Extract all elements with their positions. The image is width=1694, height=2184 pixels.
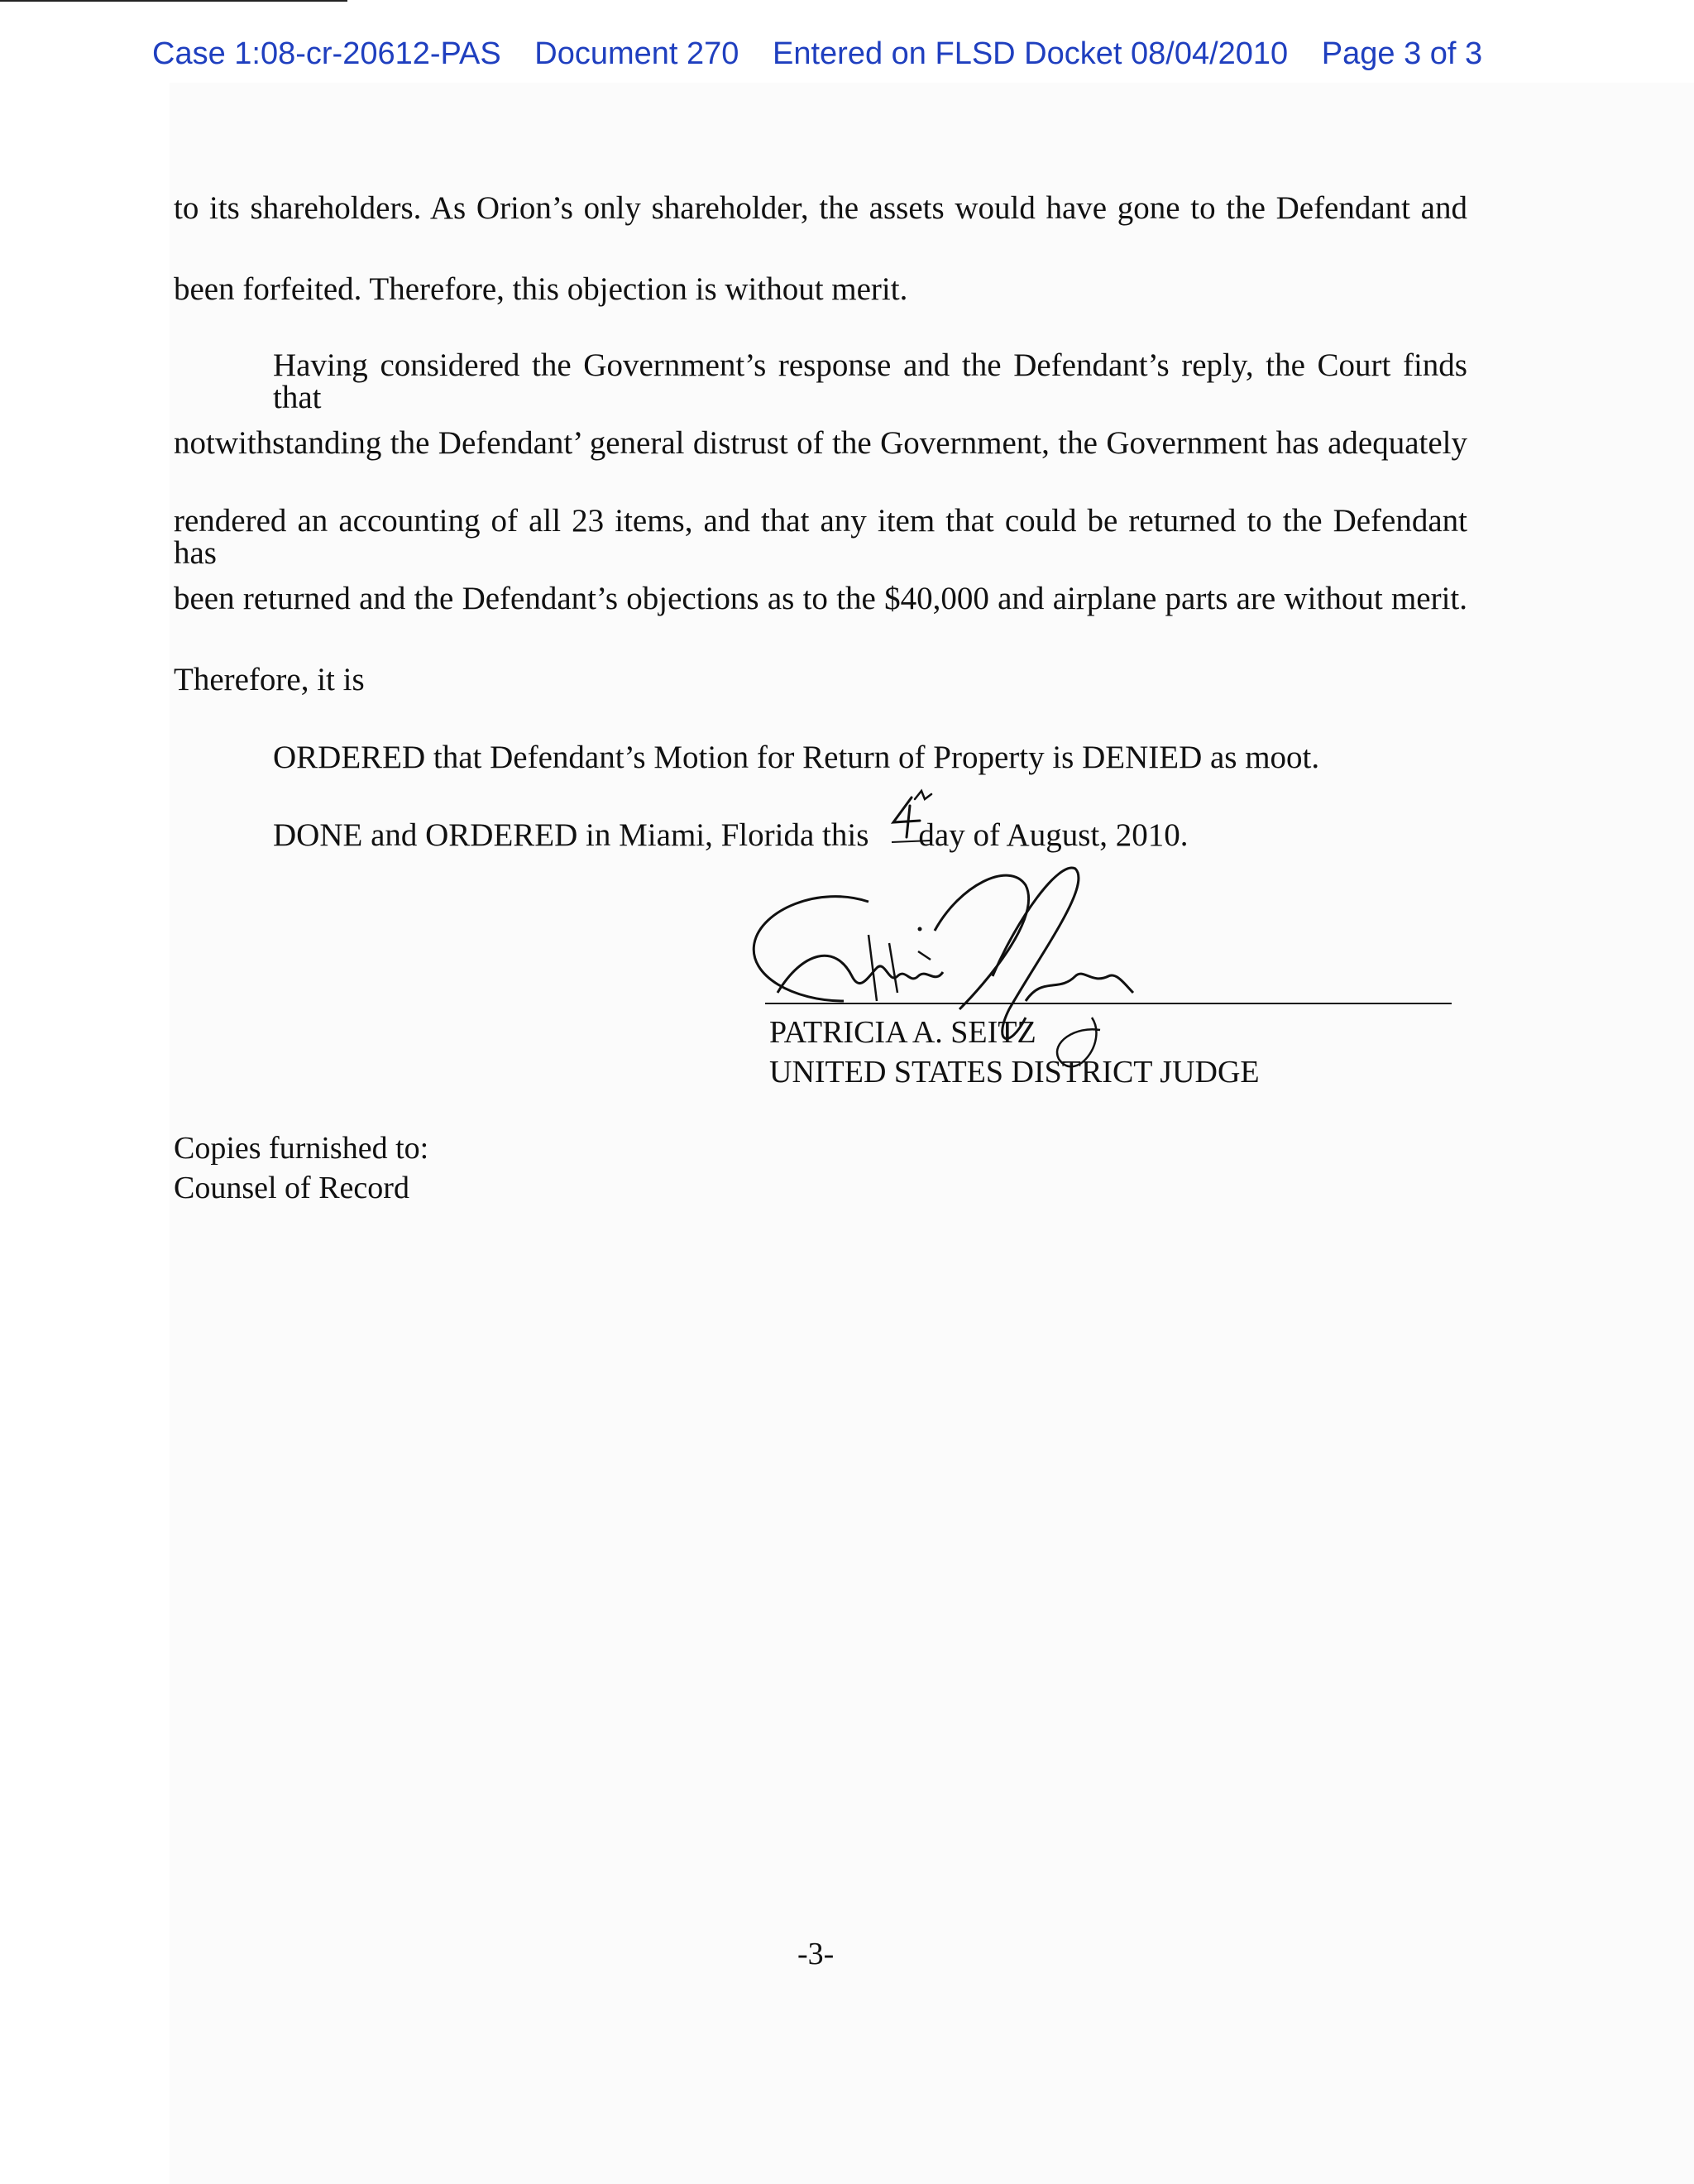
body-line-6: been returned and the Defendant’s objections as to the $40,000 and airplane parts are without merit. <box>174 581 1467 616</box>
page-number: -3- <box>797 1937 835 1971</box>
handwritten-day <box>887 788 936 845</box>
copies-line-1: Copies furnished to: <box>174 1131 429 1166</box>
header-entered-date: Entered on FLSD Docket 08/04/2010 <box>773 36 1289 71</box>
header-document-number: Document 270 <box>534 36 739 71</box>
signature-line <box>765 1003 1452 1004</box>
done-suffix: day of August, 2010. <box>918 817 1189 853</box>
body-line-7: Therefore, it is <box>174 662 365 697</box>
body-line-1: to its shareholders. As Orion’s only shareholder, the assets would have gone to the Defendant and <box>174 190 1467 226</box>
header-case-number: Case 1:08-cr-20612-PAS <box>152 36 501 71</box>
body-line-5: rendered an accounting of all 23 items, and that any item that could be returned to the Defendant has <box>174 503 1467 571</box>
copies-furnished <box>174 1128 428 1208</box>
judge-title: UNITED STATES DISTRICT JUDGE <box>769 1055 1260 1090</box>
header-page-count: Page 3 of 3 <box>1321 36 1483 71</box>
ordered-paragraph: ORDERED that Defendant’s Motion for Return of Property is DENIED as moot. <box>273 740 1320 775</box>
judge-name: PATRICIA A. SEITZ <box>769 1015 1036 1050</box>
top-rule <box>0 0 347 2</box>
done-and-ordered-line <box>273 819 1188 851</box>
docket-header <box>152 36 1482 72</box>
signature-block <box>769 1013 1260 1092</box>
body-line-4: notwithstanding the Defendant’ general distrust of the Government, the Government has adequately <box>174 425 1467 461</box>
body-line-2: been forfeited. Therefore, this objection is without merit. <box>174 271 908 307</box>
copies-line-2: Counsel of Record <box>174 1171 409 1205</box>
body-line-3: Having considered the Government’s response and the Defendant’s reply, the Court finds that <box>273 347 1467 415</box>
done-prefix: DONE and ORDERED in Miami, Florida this <box>273 817 869 853</box>
